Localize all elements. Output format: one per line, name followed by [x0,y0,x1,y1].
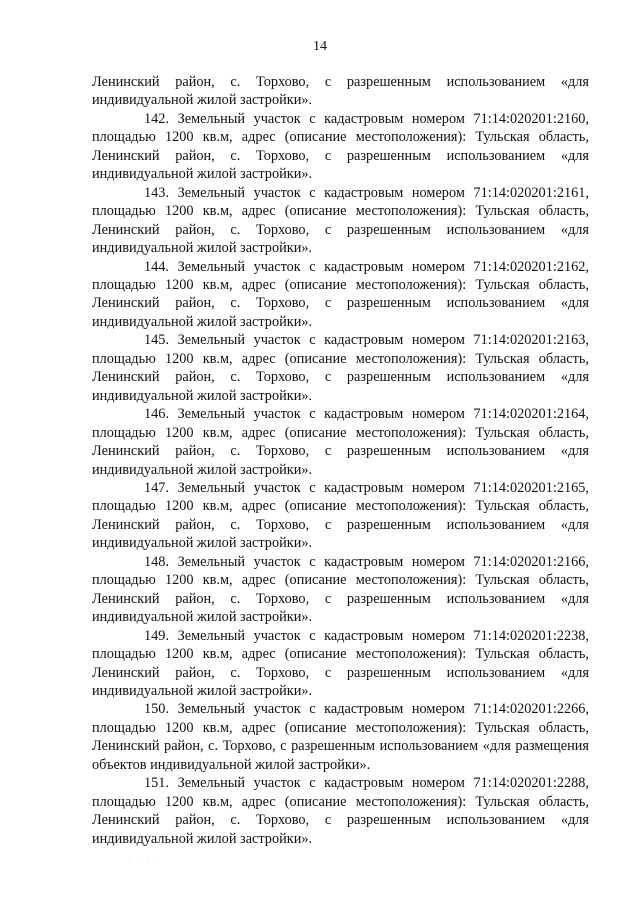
paragraph-item-148: 148. Земельный участок с кадастровым номером 71:14:020201:2166, площадью 1200 кв.м, адрес (описание местоположения): Тульская область, Ленинский район, с. Торхово, с разрешенным использованием «для индивидуальной жилой застройки». [92,553,589,626]
paragraph-item-149: 149. Земельный участок с кадастровым номером 71:14:020201:2238, площадью 1200 кв.м, адрес (описание местоположения): Тульская область, Ленинский район, с. Торхово, с разрешенным использованием «для индивидуальной жилой застройки». [92,627,589,699]
scan-artifact: · ˙ · · [128,858,162,867]
paragraph-item-147: 147. Земельный участок с кадастровым номером 71:14:020201:2165, площадью 1200 кв.м, адрес (описание местоположения): Тульская область, Ленинский район, с. Торхово, с разрешенным использованием «для индивидуальной жилой застройки». [92,479,589,552]
page-number: 14 [313,39,327,54]
paragraph-item-150: 150. Земельный участок с кадастровым номером 71:14:020201:2266, площадью 1200 кв.м, адрес (описание местоположения): Тульская область, Ленинский район, с. Торхово, с разрешенным использованием «для размещения объектов индивидуальной жилой застройки». [92,701,589,773]
paragraph-item-151: 151. Земельный участок с кадастровым номером 71:14:020201:2288, площадью 1200 кв.м, адрес (описание местоположения): Тульская область, Ленинский район, с. Торхово, с разрешенным использованием «для индивидуальной жилой застройки». [92,775,589,847]
paragraph-item-144: 144. Земельный участок с кадастровым номером 71:14:020201:2162, площадью 1200 кв.м, адрес (описание местоположения): Тульская область, Ленинский район, с. Торхово, с разрешенным использованием «для индивидуальной жилой застройки». [92,258,589,330]
paragraph-item-143: 143. Земельный участок с кадастровым номером 71:14:020201:2161, площадью 1200 кв.м, адрес (описание местоположения): Тульская область, Ленинский район, с. Торхово, с разрешенным использованием «для индивидуальной жилой застройки». [92,184,589,257]
paragraph-continuation: Ленинский район, с. Торхово, с разрешенным использованием «для индивидуальной жилой застройки». [92,74,589,109]
paragraph-item-146: 146. Земельный участок с кадастровым номером 71:14:020201:2164, площадью 1200 кв.м, адрес (описание местоположения): Тульская область, Ленинский район, с. Торхово, с разрешенным использованием «для индивидуальной жилой застройки». [92,406,589,478]
document-body [92,73,589,848]
paragraph-item-142: 142. Земельный участок с кадастровым номером 71:14:020201:2160, площадью 1200 кв.м, адрес (описание местоположения): Тульская область, Ленинский район, с. Торхово, с разрешенным использованием «для индивидуальной жилой застройки». [92,110,589,183]
paragraph-item-145: 145. Земельный участок с кадастровым номером 71:14:020201:2163, площадью 1200 кв.м, адрес (описание местоположения): Тульская область, Ленинский район, с. Торхово, с разрешенным использованием «для индивидуальной жилой застройки». [92,332,589,404]
